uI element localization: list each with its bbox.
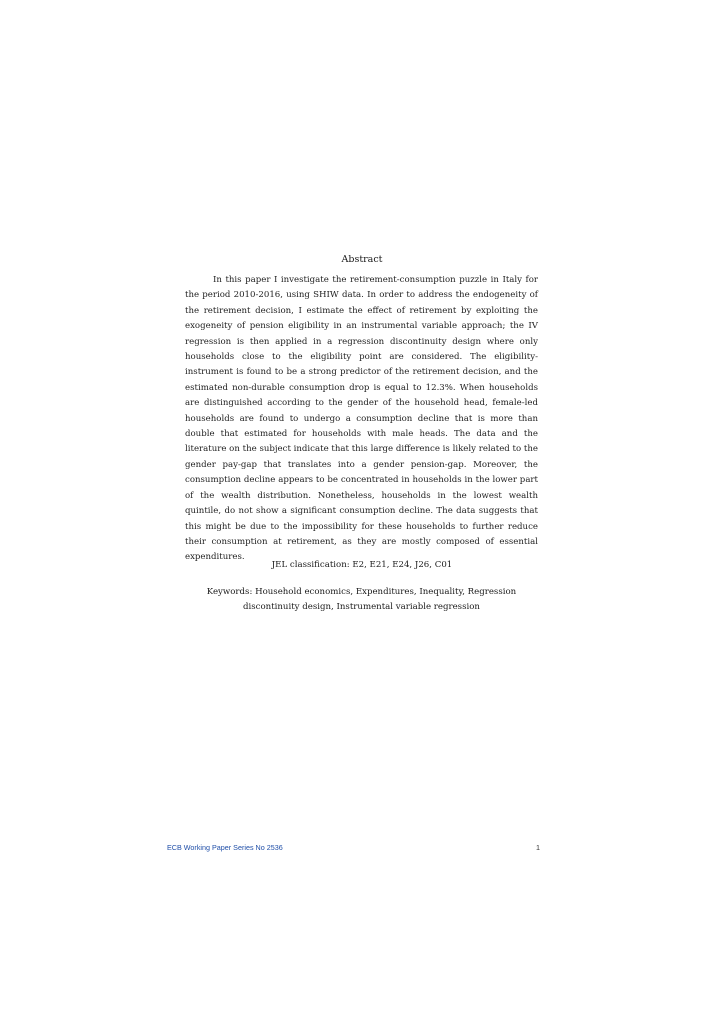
page-number: 1 bbox=[536, 843, 540, 852]
keywords-text: Household economics, Expenditures, Inequality, Regression discontinuity design, Instrumental variable regression bbox=[243, 587, 517, 612]
keywords bbox=[185, 585, 538, 614]
jel-classification: JEL classification: E2, E21, E24, J26, C01 bbox=[271, 560, 453, 570]
footer-series-link[interactable]: ECB Working Paper Series No 2536 bbox=[167, 843, 283, 852]
abstract-body: In this paper I investigate the retirement-consumption puzzle in Italy for the period 2010-2016, using SHIW data. In order to address the endogeneity of the retirement decision, I estimate the effect of retirement by exploiting the exogeneity of pension eligibility in an instrumental variable approach; the IV regression is then applied in a regression discontinuity design where only households close to the eligibility point are considered. The eligibility-instrument is found to be a strong predictor of the retirement decision, and the estimated non-durable consumption drop is equal to 12.3%. When households are distinguished according to the gender of the household head, female-led households are found to undergo a consumption decline that is more than double that estimated for households with male heads. The data and the literature on the subject indicate that this large difference is likely related to the gender pay-gap that translates into a gender pension-gap. Moreover, the consumption decline appears to be concentrated in households in the lower part of the wealth distribution. Nonetheless, households in the lowest wealth quintile, do not show a significant consumption decline. The data suggests that this might be due to the impossibility for these households to further reduce their consumption at retirement, as they are mostly composed of essential expenditures. bbox=[185, 275, 538, 563]
abstract-heading: Abstract bbox=[341, 254, 383, 265]
keywords-label: Keywords: bbox=[206, 587, 253, 597]
